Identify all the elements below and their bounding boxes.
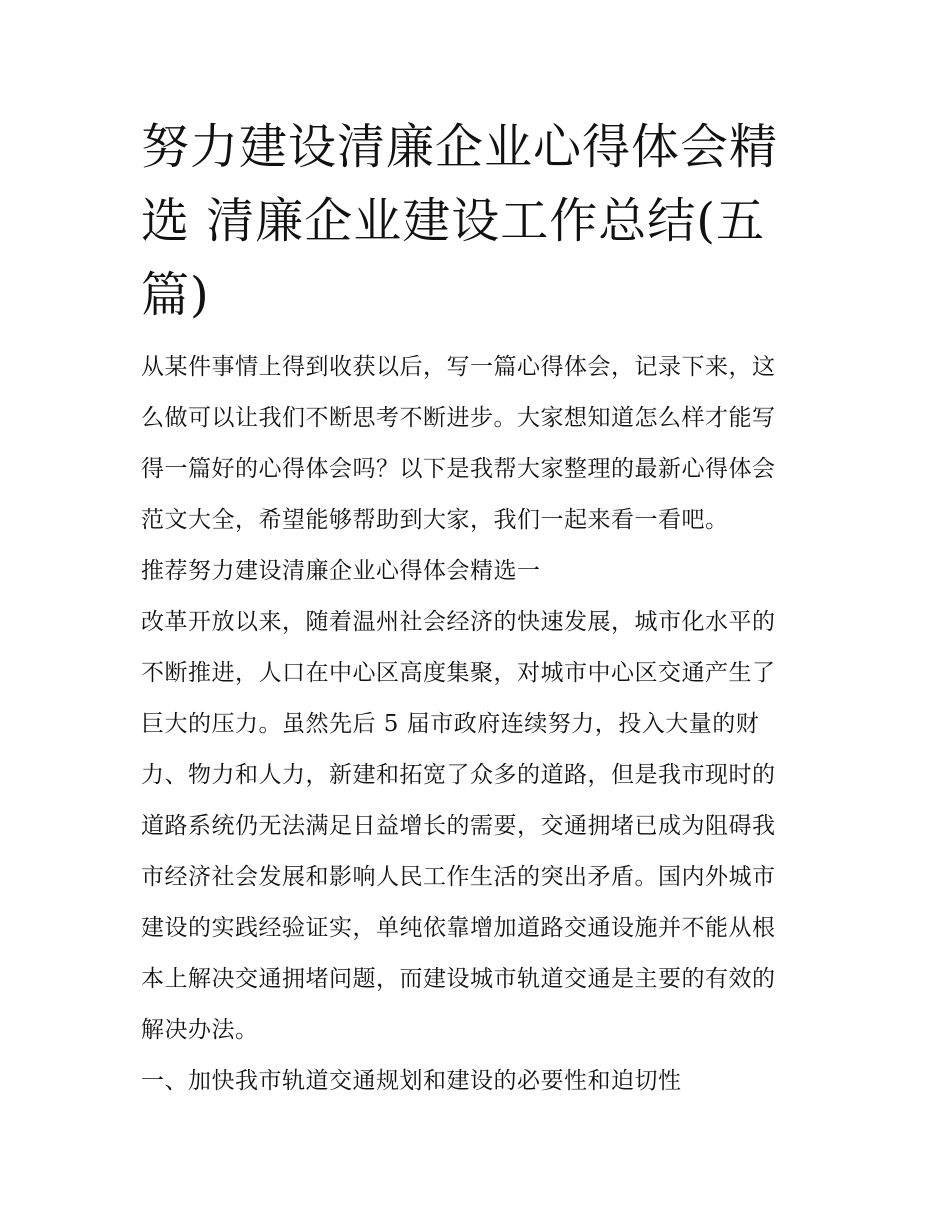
- title-line: 选 清廉企业建设工作总结(五: [141, 193, 765, 249]
- intro-line: 从某件事情上得到收获以后，写一篇心得体会，记录下来，这: [141, 354, 776, 380]
- paragraph-line: 市经济社会发展和影响人民工作生活的突出矛盾。国内外城市: [141, 864, 776, 890]
- paragraph-line: 建设的实践经验证实，单纯依靠增加道路交通设施并不能从根: [141, 915, 776, 941]
- paragraph-line: 力、物力和人力，新建和拓宽了众多的道路，但是我市现时的: [141, 762, 776, 788]
- intro-line: 么做可以让我们不断思考不断进步。大家想知道怎么样才能写: [141, 405, 776, 431]
- paragraph-line: 道路系统仍无法满足日益增长的需要，交通拥堵已成为阻碍我: [141, 813, 776, 839]
- section-heading: 推荐努力建设清廉企业心得体会精选一: [141, 558, 541, 584]
- paragraph-line: 巨大的压力。虽然先后 5 届市政府连续努力，投入大量的财: [141, 711, 760, 737]
- intro-line: 范文大全，希望能够帮助到大家，我们一起来看一看吧。: [141, 507, 729, 533]
- title-line: 篇): [141, 267, 210, 323]
- intro-line: 得一篇好的心得体会吗？以下是我帮大家整理的最新心得体会: [141, 456, 776, 482]
- document-body: [141, 342, 813, 1107]
- paragraph-line: 不断推进，人口在中心区高度集聚，对城市中心区交通产生了: [141, 660, 776, 686]
- title-line: 努力建设清廉企业心得体会精: [141, 119, 779, 175]
- paragraph-line: 改革开放以来，随着温州社会经济的快速发展，城市化水平的: [141, 609, 776, 635]
- document-page: [141, 110, 813, 1107]
- subsection-heading: 一、加快我市轨道交通规划和建设的必要性和迫切性: [141, 1068, 682, 1094]
- paragraph-line: 解决办法。: [141, 1017, 259, 1043]
- document-title: [141, 110, 813, 332]
- paragraph-line: 本上解决交通拥堵问题，而建设城市轨道交通是主要的有效的: [141, 966, 776, 992]
